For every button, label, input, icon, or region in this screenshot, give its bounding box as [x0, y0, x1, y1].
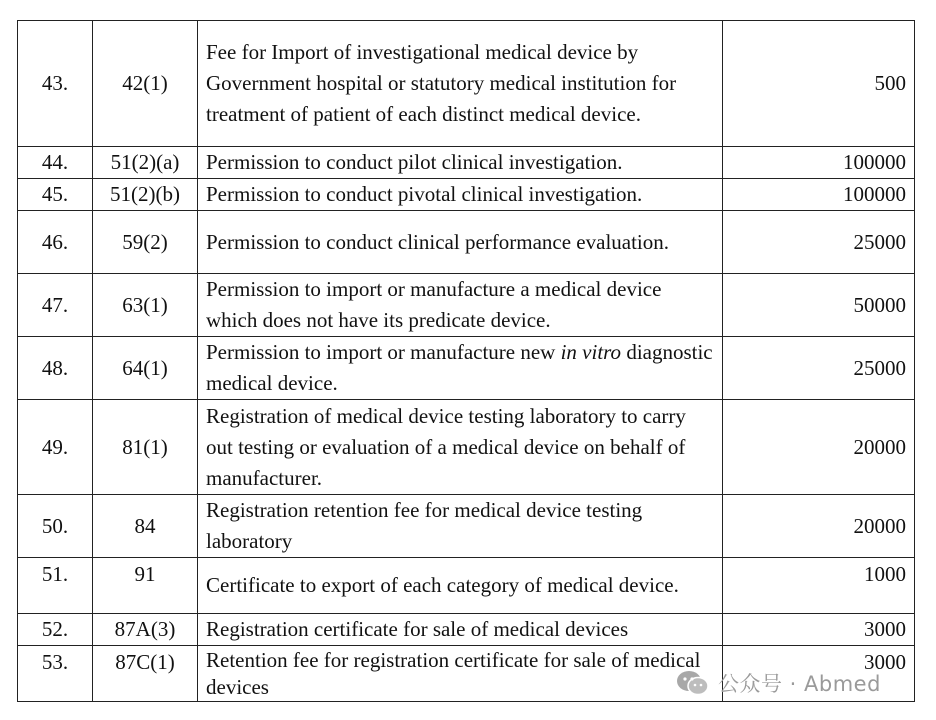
table-row: [18, 21, 915, 147]
fee-description: Permission to conduct clinical performance evaluation.: [198, 211, 723, 274]
serial-number: 44.: [18, 147, 93, 179]
fee-description: Registration certificate for sale of medical devices: [198, 614, 723, 646]
table-row: [18, 147, 915, 179]
serial-number: 49.: [18, 400, 93, 495]
watermark-text: 公众号 · Abmed: [718, 672, 881, 696]
fee-table: [17, 20, 915, 702]
fee-amount: 25000: [723, 337, 915, 400]
serial-number: 47.: [18, 274, 93, 337]
serial-number: 46.: [18, 211, 93, 274]
table-row: [18, 495, 915, 558]
rule-reference: 51(2)(a): [93, 147, 198, 179]
description-italic-term: in vitro: [560, 340, 622, 364]
rule-reference: 87C(1): [93, 646, 198, 702]
fee-amount: 25000: [723, 211, 915, 274]
fee-amount: 100000: [723, 147, 915, 179]
fee-amount: 3000: [723, 614, 915, 646]
table-row: [18, 274, 915, 337]
description-text: Permission to import or manufacture new: [206, 340, 561, 364]
table-row: [18, 614, 915, 646]
rule-reference: 51(2)(b): [93, 179, 198, 211]
serial-number: 43.: [18, 21, 93, 147]
rule-reference: 63(1): [93, 274, 198, 337]
serial-number: 48.: [18, 337, 93, 400]
fee-description: Permission to conduct pivotal clinical investigation.: [198, 179, 723, 211]
watermark: [676, 668, 881, 698]
serial-number: 45.: [18, 179, 93, 211]
rule-reference: 59(2): [93, 211, 198, 274]
rule-reference: 84: [93, 495, 198, 558]
table-row: [18, 337, 915, 400]
fee-description: Certificate to export of each category of medical device.: [198, 558, 723, 614]
wechat-icon: [676, 670, 710, 696]
fee-amount: 100000: [723, 179, 915, 211]
table-row: [18, 400, 915, 495]
table-row: [18, 179, 915, 211]
table-row: [18, 211, 915, 274]
fee-amount: 50000: [723, 274, 915, 337]
fee-description: Retention fee for registration certificate for sale of medical devices: [198, 646, 723, 702]
rule-reference: 42(1): [93, 21, 198, 147]
rule-reference: 91: [93, 558, 198, 614]
serial-number: 52.: [18, 614, 93, 646]
fee-description: Registration of medical device testing laboratory to carry out testing or evaluation of a medical device on behalf of manufacturer.: [198, 400, 723, 495]
serial-number: 53.: [18, 646, 93, 702]
serial-number: 50.: [18, 495, 93, 558]
fee-description: Fee for Import of investigational medical device by Government hospital or statutory medical institution for treatment of patient of each distinct medical device.: [198, 21, 723, 147]
fee-amount: 3000: [723, 646, 915, 702]
rule-reference: 87A(3): [93, 614, 198, 646]
fee-description: [198, 337, 723, 400]
fee-amount: 20000: [723, 400, 915, 495]
fee-amount: 1000: [723, 558, 915, 614]
fee-amount: 20000: [723, 495, 915, 558]
table-row: [18, 558, 915, 614]
description-text: diagnostic medical device.: [206, 340, 713, 395]
rule-reference: 64(1): [93, 337, 198, 400]
fee-description: Registration retention fee for medical device testing laboratory: [198, 495, 723, 558]
rule-reference: 81(1): [93, 400, 198, 495]
serial-number: 51.: [18, 558, 93, 614]
fee-description: Permission to conduct pilot clinical investigation.: [198, 147, 723, 179]
fee-amount: 500: [723, 21, 915, 147]
fee-description: Permission to import or manufacture a medical device which does not have its predicate device.: [198, 274, 723, 337]
